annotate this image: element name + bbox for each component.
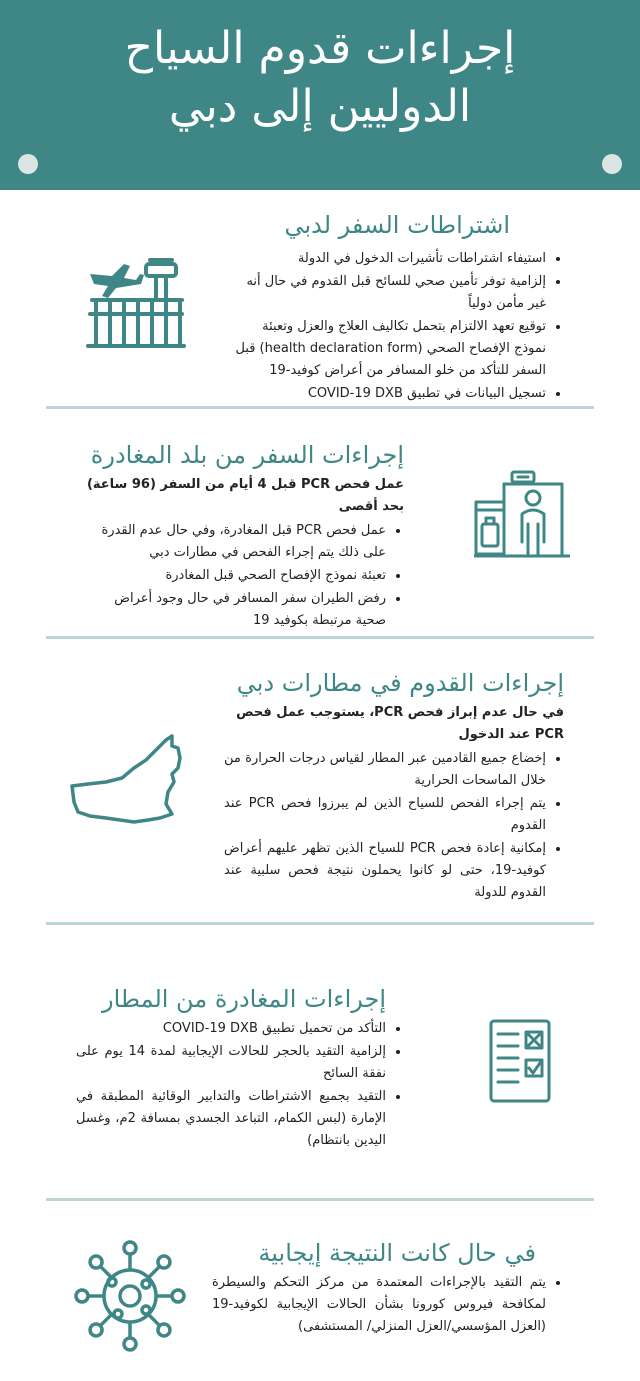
list-item: • إمكانية إعادة فحص PCR للسياح الذين تظهر عليهم أعراض كوفيد-19، حتى لو كانوا يحملون نتيجة فحص سلبية عند القدوم للدولة: [224, 838, 546, 904]
section-lead: عمل فحص PCR قبل 4 أيام من السفر (96 ساعة) بحد أقصى: [86, 477, 404, 514]
list-item: • توقيع تعهد الالتزام بتحمل تكاليف العلاج والعزل وتعبئة نموذج الإفصاح الصحي (health declaration form) قبل السفر للتأكد من خلو المسافر من أعراض كوفيد-19: [234, 316, 546, 382]
virus-icon: [72, 1238, 188, 1354]
header-banner: [0, 0, 640, 190]
page-title-line1: إجراءات قدوم السياح: [124, 23, 516, 74]
checklist-icon: [488, 1018, 552, 1104]
list-item: • عمل فحص PCR قبل المغادرة، وفي حال عدم القدرة على ذلك يتم إجراء الفحص في مطارات دبي: [84, 520, 386, 564]
list-item: • رفض الطيران سفر المسافر في حال وجود أعراض صحية مرتبطة بكوفيد 19: [84, 588, 386, 632]
section-divider: [46, 406, 594, 409]
list-item: • إلزامية توفر تأمين صحي للسائح قبل القدوم في حال أنه غير مأمن دولياً: [234, 271, 546, 315]
list-item: • التقيد بجميع الاشتراطات والتدابير الوقائية المطبقة في الإمارة (لبس الكمام، التباعد الجسدي بمسافة 2م، وغسل اليدين بانتظام): [76, 1086, 386, 1152]
list-item: • التأكد من تحميل تطبيق COVID-19 DXB: [76, 1018, 386, 1040]
list-item: • يتم إجراء الفحص للسياح الذين لم يبرزوا فحص PCR عند القدوم: [224, 793, 546, 837]
section-title: في حال كانت النتيجة إيجابية: [258, 1239, 536, 1267]
section-body: [224, 702, 564, 905]
list-item: • تعبئة نموذج الإفصاح الصحي قبل المغادرة: [84, 565, 386, 587]
section-body: [234, 248, 564, 406]
page-title-line2: الدوليين إلى دبي: [168, 81, 472, 132]
list-item: • إخضاع جميع القادمين عبر المطار لقياس درجات الحرارة من خلال الماسحات الحرارية: [224, 748, 546, 792]
uae-map-icon: [68, 732, 188, 824]
section-lead: في حال عدم إبراز فحص PCR، يستوجب عمل فحص PCR عند الدخول: [236, 705, 564, 742]
list-item: • يتم التقيد بالإجراءات المعتمدة من مركز التحكم والسيطرة لمكافحة فيروس كورونا بشأن الحالات الإيجابية لكوفيد-19 (العزل المؤسسي/العزل المنزلي/ المستشفى): [212, 1272, 546, 1338]
section-title: اشتراطات السفر لدبي: [284, 211, 510, 239]
page-title: [60, 20, 580, 136]
section-title: إجراءات القدوم في مطارات دبي: [236, 669, 564, 697]
section-title: إجراءات السفر من بلد المغادرة: [90, 441, 404, 469]
list-item: • استيفاء اشتراطات تأشيرات الدخول في الدولة: [234, 248, 546, 270]
section-body: [76, 1018, 404, 1153]
decor-dot-left: [18, 154, 38, 174]
check-in-counter-icon: [474, 462, 570, 562]
section-body: [84, 474, 404, 633]
list-item: • إلزامية التقيد بالحجر للحالات الإيجابية لمدة 14 يوم على نفقة السائح: [76, 1041, 386, 1085]
section-divider: [46, 922, 594, 925]
list-item: • تسجيل البيانات في تطبيق COVID-19 DXB: [234, 383, 546, 405]
section-body: [212, 1272, 564, 1339]
decor-dot-right: [602, 154, 622, 174]
section-divider: [46, 1198, 594, 1201]
section-title: إجراءات المغادرة من المطار: [101, 985, 386, 1013]
section-divider: [46, 636, 594, 639]
airport-icon: [86, 254, 186, 350]
